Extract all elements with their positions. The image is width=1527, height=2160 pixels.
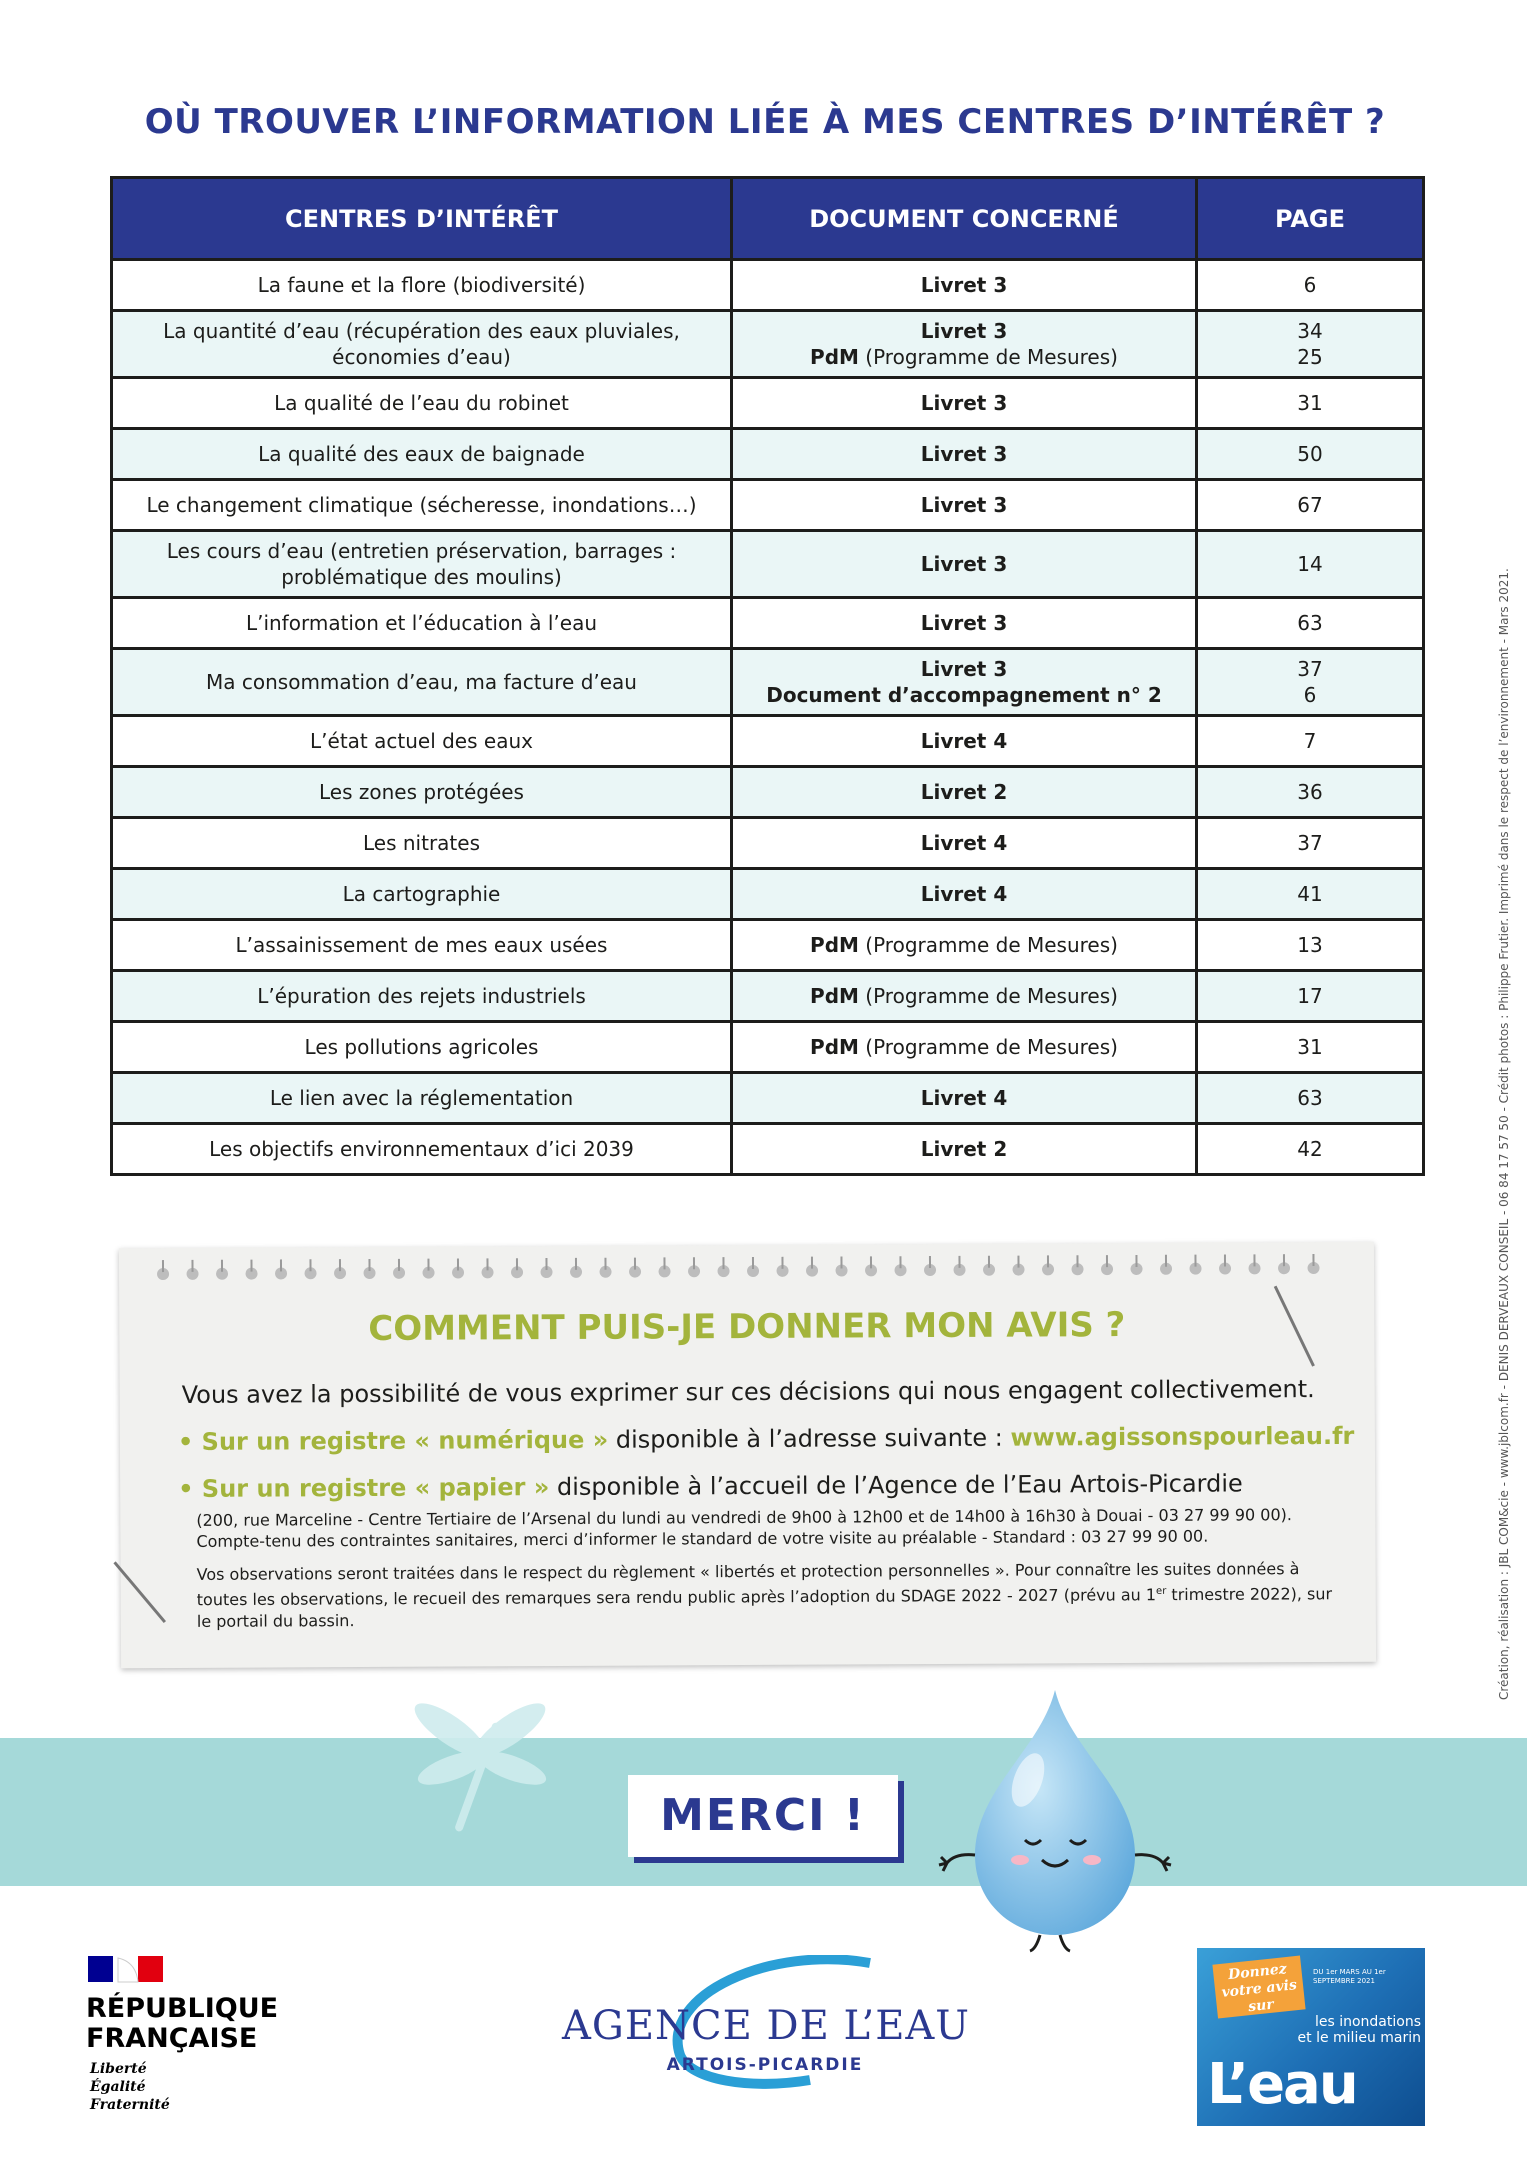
website-link[interactable]: www.agissonspourleau.fr (1010, 1421, 1355, 1452)
document-name: Document d’accompagnement n° 2 (766, 683, 1162, 707)
table-row (112, 378, 1424, 429)
page-cell (1197, 818, 1424, 869)
document-name: Livret 3 (920, 273, 1008, 297)
interest-cell: L’assainissement de mes eaux usées (112, 920, 732, 971)
page-number: 34 (1297, 319, 1323, 343)
document-line (743, 1136, 1185, 1162)
page-cell (1197, 767, 1424, 818)
opinion-notice (119, 1242, 1376, 1669)
header-document: DOCUMENT CONCERNÉ (732, 178, 1197, 260)
interest-cell: Les nitrates (112, 818, 732, 869)
page-number: 31 (1297, 1035, 1323, 1059)
document-name: PdM (810, 933, 859, 957)
republique-name: RÉPUBLIQUE FRANÇAISE (86, 1993, 279, 2054)
republique-motto: Liberté Égalité Fraternité (90, 2061, 170, 2113)
document-line (743, 830, 1185, 856)
interest-cell: Le lien avec la réglementation (112, 1073, 732, 1124)
interest-table (110, 176, 1425, 1176)
page-number: 7 (1303, 729, 1317, 753)
document-line (743, 656, 1185, 682)
page-number: 63 (1297, 611, 1323, 635)
page-number: 50 (1297, 442, 1323, 466)
interest-cell: Les zones protégées (112, 767, 732, 818)
notice-intro: Vous avez la possibilité de vous exprimer sur ces décisions qui nous engagent collectivement. (181, 1375, 1315, 1409)
document-cell (732, 429, 1197, 480)
document-line (743, 779, 1185, 805)
interest-cell: La quantité d’eau (récupération des eaux pluviales, économies d’eau) (112, 311, 732, 378)
interest-cell: L’information et l’éducation à l’eau (112, 598, 732, 649)
document-name: Livret 3 (920, 657, 1008, 681)
page-number: 37 (1297, 657, 1323, 681)
agence-de-leau-logo (530, 1955, 1000, 2090)
agence-sub: ARTOIS-PICARDIE (666, 2055, 864, 2075)
document-cell (732, 716, 1197, 767)
document-name: Livret 3 (920, 552, 1008, 576)
document-line (743, 728, 1185, 754)
document-name: Livret 3 (920, 442, 1008, 466)
document-cell (732, 1073, 1197, 1124)
document-name: Livret 3 (920, 319, 1008, 343)
document-line (743, 932, 1185, 958)
document-line (743, 272, 1185, 298)
bullet-digital-text: disponible à l’adresse suivante : (608, 1423, 1011, 1454)
document-detail: (Programme de Mesures) (858, 1035, 1118, 1059)
observations-sup: er (1156, 1585, 1167, 1597)
page-cell (1197, 649, 1424, 716)
table-row (112, 480, 1424, 531)
table-row (112, 767, 1424, 818)
table-row (112, 531, 1424, 598)
observations-part1: Vos observations seront traitées dans le respect du règlement « libertés et protection personnelles ». Pour connaître les suites données à toutes les observations, le recueil des remarques sera rendu public après l’adoption du SDAGE 2022 - 2027 (prévu au 1 (196, 1559, 1300, 1610)
table-row (112, 971, 1424, 1022)
page-cell (1197, 1022, 1424, 1073)
page-cell (1197, 480, 1424, 531)
merci-banner: MERCI ! (628, 1775, 898, 1857)
republique-francaise-logo (86, 1952, 316, 2112)
document-detail: (Programme de Mesures) (858, 933, 1118, 957)
page-number: 42 (1297, 1137, 1323, 1161)
table-row (112, 716, 1424, 767)
document-line (743, 318, 1185, 344)
document-line (743, 881, 1185, 907)
interest-cell: L’état actuel des eaux (112, 716, 732, 767)
document-line (743, 551, 1185, 577)
document-name: Livret 3 (920, 611, 1008, 635)
consultation-eau-logo (1197, 1948, 1425, 2126)
contact-line: Compte-tenu des contraintes sanitaires, merci d’informer le standard de votre visite au préalable - Standard : 03 27 99 90 00. (196, 1526, 1209, 1551)
document-name: Livret 4 (920, 882, 1008, 906)
eau-topic: les inondations et le milieu marin (1297, 2014, 1421, 2046)
page-number: 17 (1297, 984, 1323, 1008)
interest-cell: Les pollutions agricoles (112, 1022, 732, 1073)
eau-dates: DU 1er MARS AU 1er SEPTEMBRE 2021 (1313, 1968, 1386, 1985)
page-number: 6 (1303, 683, 1317, 707)
document-line (743, 441, 1185, 467)
bullet-paper (178, 1469, 1358, 1503)
table-row (112, 869, 1424, 920)
interest-cell: La cartographie (112, 869, 732, 920)
page-cell (1197, 598, 1424, 649)
document-name: Livret 4 (920, 729, 1008, 753)
page-number: 36 (1297, 780, 1323, 804)
document-cell (732, 480, 1197, 531)
agence-name: AGENCE DE L’EAU (561, 2003, 971, 2049)
interest-cell: Ma consommation d’eau, ma facture d’eau (112, 649, 732, 716)
page-cell (1197, 1124, 1424, 1175)
document-cell (732, 920, 1197, 971)
page-number: 6 (1303, 273, 1317, 297)
page-cell (1197, 1073, 1424, 1124)
document-name: PdM (810, 345, 859, 369)
document-cell (732, 378, 1197, 429)
document-cell (732, 311, 1197, 378)
table-row (112, 1124, 1424, 1175)
interest-cell: La faune et la flore (biodiversité) (112, 260, 732, 311)
page-number: 37 (1297, 831, 1323, 855)
marianne-icon (88, 1952, 164, 1984)
document-line (743, 492, 1185, 518)
table-header-row (112, 178, 1424, 260)
table-row (112, 260, 1424, 311)
table-row (112, 818, 1424, 869)
document-name: Livret 4 (920, 1086, 1008, 1110)
observations-part2: trimestre 2022), sur le portail du bassin. (196, 1584, 1333, 1632)
header-interest: CENTRES D’INTÉRÊT (112, 178, 732, 260)
document-cell (732, 1022, 1197, 1073)
document-line (743, 344, 1185, 370)
page-cell (1197, 869, 1424, 920)
eau-tag: Donnez votre avis sur (1212, 1956, 1305, 2019)
document-name: PdM (810, 1035, 859, 1059)
bullet-paper-label: • Sur un registre « papier » (178, 1473, 550, 1503)
page-cell (1197, 971, 1424, 1022)
document-cell (732, 1124, 1197, 1175)
document-line (743, 682, 1185, 708)
page-number: 31 (1297, 391, 1323, 415)
document-name: PdM (810, 984, 859, 1008)
interest-cell: La qualité des eaux de baignade (112, 429, 732, 480)
document-name: Livret 3 (920, 493, 1008, 517)
document-cell (732, 767, 1197, 818)
page-number: 63 (1297, 1086, 1323, 1110)
document-name: Livret 4 (920, 831, 1008, 855)
document-line (743, 390, 1185, 416)
water-drop-mascot-icon (930, 1680, 1180, 1960)
page-number: 25 (1297, 345, 1323, 369)
interest-cell: La qualité de l’eau du robinet (112, 378, 732, 429)
page-cell (1197, 311, 1424, 378)
table-row (112, 1073, 1424, 1124)
notice-title: COMMENT PUIS-JE DONNER MON AVIS ? (368, 1305, 1126, 1349)
interest-cell: Les cours d’eau (entretien préservation, barrages : problématique des moulins) (112, 531, 732, 598)
page-cell (1197, 716, 1424, 767)
table-row (112, 920, 1424, 971)
bullet-paper-text: disponible à l’accueil de l’Agence de l’Eau Artois-Picardie (549, 1469, 1243, 1502)
document-cell (732, 598, 1197, 649)
page-number: 13 (1297, 933, 1323, 957)
document-name: Livret 2 (920, 1137, 1008, 1161)
page-number: 14 (1297, 552, 1323, 576)
page-cell (1197, 378, 1424, 429)
table-row (112, 598, 1424, 649)
spiral-holes (149, 1252, 1349, 1282)
interest-cell: Les objectifs environnementaux d’ici 2039 (112, 1124, 732, 1175)
eau-word: L’eau (1207, 2052, 1357, 2117)
document-line (743, 1034, 1185, 1060)
table-row (112, 1022, 1424, 1073)
document-name: Livret 3 (920, 391, 1008, 415)
address-line: (200, rue Marceline - Centre Tertiaire de l’Arsenal du lundi au vendredi de 9h00 à 12h00 et de 14h00 à 16h30 à Douai - 03 27 99 90 00). (196, 1505, 1293, 1530)
page-cell (1197, 429, 1424, 480)
bullet-digital-label: • Sur un registre « numérique » (177, 1425, 609, 1456)
page-number: 41 (1297, 882, 1323, 906)
document-detail: (Programme de Mesures) (858, 345, 1118, 369)
dragonfly-icon (400, 1690, 560, 1840)
header-page: PAGE (1197, 178, 1424, 260)
bullet-digital (178, 1422, 1358, 1456)
document-name: Livret 2 (920, 780, 1008, 804)
page-title: OÙ TROUVER L’INFORMATION LIÉE À MES CENTRES D’INTÉRÊT ? (144, 102, 1386, 142)
observations-text (197, 1558, 1347, 1633)
credits-text: Création, réalisation : JBL COM&cie - www.jblcom.fr - DENIS DERVEAUX CONSEIL - 06 84 17 57 50 - Crédit photos : Philippe Frutier. Imprimé dans le respect de l’environnement - Mars 2021. (1497, 568, 1511, 1700)
table-row (112, 311, 1424, 378)
document-cell (732, 649, 1197, 716)
document-cell (732, 869, 1197, 920)
document-cell (732, 971, 1197, 1022)
table-row (112, 649, 1424, 716)
page-cell (1197, 260, 1424, 311)
document-line (743, 983, 1185, 1009)
document-line (743, 610, 1185, 636)
document-line (743, 1085, 1185, 1111)
pin-icon (111, 1558, 171, 1628)
page-number: 67 (1297, 493, 1323, 517)
document-cell (732, 531, 1197, 598)
interest-cell: L’épuration des rejets industriels (112, 971, 732, 1022)
interest-cell: Le changement climatique (sécheresse, inondations…) (112, 480, 732, 531)
page-cell (1197, 531, 1424, 598)
document-cell (732, 260, 1197, 311)
document-detail: (Programme de Mesures) (858, 984, 1118, 1008)
table-row (112, 429, 1424, 480)
page-cell (1197, 920, 1424, 971)
document-cell (732, 818, 1197, 869)
